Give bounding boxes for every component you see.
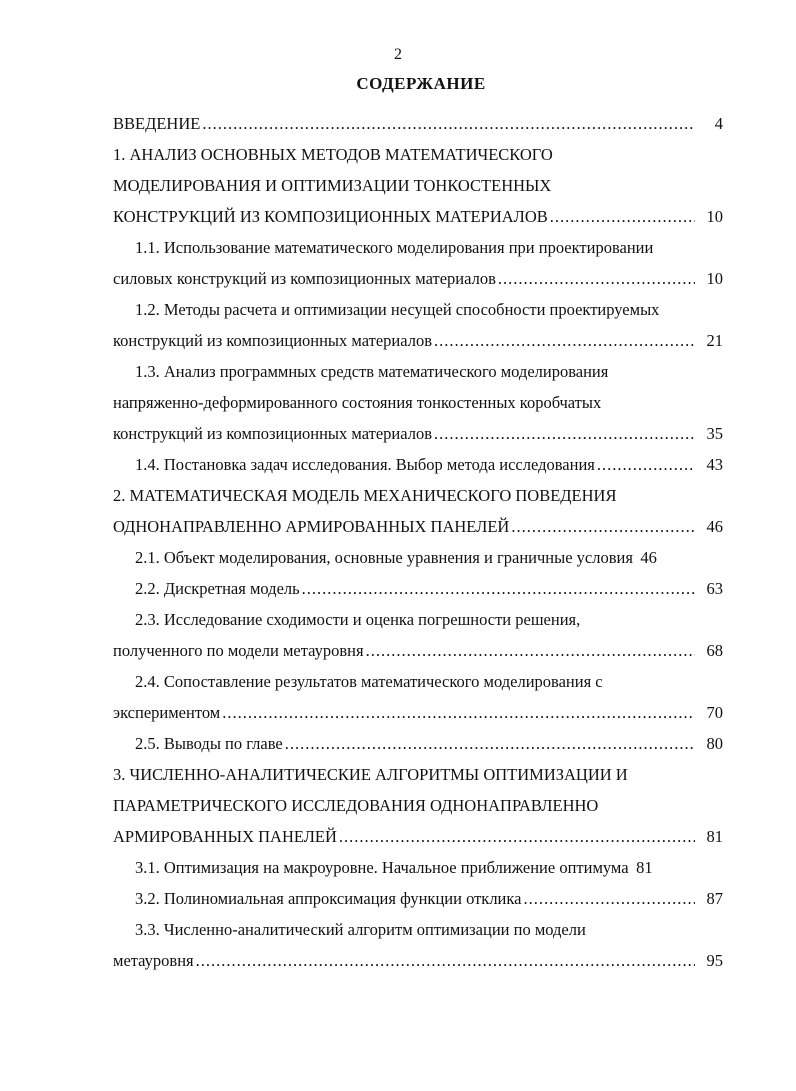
toc-line-2-5: [113, 728, 723, 759]
toc-text: 1.4. Постановка задач исследования. Выбор метода исследования: [135, 455, 595, 474]
toc-line-intro: [113, 108, 723, 139]
toc-leader: [523, 883, 695, 914]
toc-leader: [511, 511, 695, 542]
toc-line-2-4-b: [113, 697, 723, 728]
toc-line-ch2-b: [113, 511, 723, 542]
toc-line-1-3-c: [113, 418, 723, 449]
toc-text: экспериментом: [113, 703, 221, 722]
toc-line-1-3-a: 1.3. Анализ программных средств математического моделирования: [135, 362, 609, 381]
toc-text: конструкций из композиционных материалов: [113, 331, 432, 350]
toc-line-ch3-a: 3. ЧИСЛЕННО-АНАЛИТИЧЕСКИЕ АЛГОРИТМЫ ОПТИМИЗАЦИИ И: [113, 765, 628, 784]
toc-text: 3.1. Оптимизация на макроуровне. Начальное приближение оптимума: [135, 858, 629, 877]
toc-line-1-3-b: напряженно-деформированного состояния тонкостенных коробчатых: [113, 393, 602, 412]
toc-leader: [366, 635, 695, 666]
toc-line-ch3-c: [113, 821, 723, 852]
toc-leader: [434, 418, 695, 449]
toc-page: 4: [714, 114, 723, 133]
toc-line-ch1-c: [113, 201, 723, 232]
toc-page: 21: [706, 331, 723, 350]
toc-line-2-4-a: 2.4. Сопоставление результатов математического моделирования с: [135, 672, 603, 691]
toc-leader: [339, 821, 695, 852]
toc-text: ВВЕДЕНИЕ: [113, 114, 201, 133]
toc-leader: [550, 201, 695, 232]
toc-page: 43: [706, 455, 723, 474]
toc-text: 2.5. Выводы по главе: [135, 734, 283, 753]
toc-page: 46: [640, 548, 657, 567]
table-of-contents: [113, 108, 723, 976]
toc-text: конструкций из композиционных материалов: [113, 424, 432, 443]
toc-line-ch1-b: МОДЕЛИРОВАНИЯ И ОПТИМИЗАЦИИ ТОНКОСТЕННЫХ: [113, 176, 552, 195]
toc-text: метауровня: [113, 951, 194, 970]
toc-page: 35: [706, 424, 723, 443]
toc-line-2-3-a: 2.3. Исследование сходимости и оценка погрешности решения,: [135, 610, 581, 629]
toc-page: 63: [706, 579, 723, 598]
toc-line-1-1-b: [113, 263, 723, 294]
toc-line-ch2-a: 2. МАТЕМАТИЧЕСКАЯ МОДЕЛЬ МЕХАНИЧЕСКОГО ПОВЕДЕНИЯ: [113, 486, 617, 505]
toc-text: 2.1. Объект моделирования, основные уравнения и граничные условия: [135, 548, 633, 567]
toc-line-ch3-b: ПАРАМЕТРИЧЕСКОГО ИССЛЕДОВАНИЯ ОДНОНАПРАВЛЕННО: [113, 796, 599, 815]
toc-page: 87: [706, 889, 723, 908]
toc-line-1-2-a: 1.2. Методы расчета и оптимизации несущей способности проектируемых: [135, 300, 660, 319]
toc-line-3-3-a: 3.3. Численно-аналитический алгоритм оптимизации по модели: [135, 920, 586, 939]
toc-text: 3.2. Полиномиальная аппроксимация функции отклика: [135, 889, 522, 908]
toc-leader: [597, 449, 695, 480]
toc-page: 10: [706, 269, 723, 288]
toc-text: силовых конструкций из композиционных материалов: [113, 269, 496, 288]
toc-page: 81: [706, 827, 723, 846]
toc-text: КОНСТРУКЦИЙ ИЗ КОМПОЗИЦИОННЫХ МАТЕРИАЛОВ: [113, 207, 548, 226]
toc-leader: [302, 573, 695, 604]
toc-leader: [285, 728, 695, 759]
toc-page: 95: [706, 951, 723, 970]
toc-line-3-2: [113, 883, 723, 914]
toc-line-3-3-b: [113, 945, 723, 976]
toc-line-3-1: [113, 852, 723, 883]
toc-title: СОДЕРЖАНИЕ: [356, 74, 486, 93]
toc-line-1-2-b: [113, 325, 723, 356]
toc-text: 2.2. Дискретная модель: [135, 579, 300, 598]
toc-leader: [202, 108, 695, 139]
toc-leader: [434, 325, 695, 356]
toc-leader: [222, 697, 695, 728]
toc-line-1-1-a: 1.1. Использование математического моделирования при проектировании: [135, 238, 654, 257]
toc-leader: [196, 945, 695, 976]
toc-line-2-3-b: [113, 635, 723, 666]
toc-page: 80: [706, 734, 723, 753]
toc-page: 70: [706, 703, 723, 722]
toc-text: полученного по модели метауровня: [113, 641, 364, 660]
toc-leader: [498, 263, 695, 294]
toc-line-ch1-a: 1. АНАЛИЗ ОСНОВНЫХ МЕТОДОВ МАТЕМАТИЧЕСКОГО: [113, 145, 553, 164]
page-number: 2: [394, 46, 402, 63]
toc-line-1-4: [113, 449, 723, 480]
toc-page: 68: [706, 641, 723, 660]
toc-line-2-1: [113, 542, 723, 573]
toc-page: 10: [706, 207, 723, 226]
toc-line-2-2: [113, 573, 723, 604]
toc-text: АРМИРОВАННЫХ ПАНЕЛЕЙ: [113, 827, 337, 846]
toc-page: 81: [636, 858, 653, 877]
toc-page: 46: [706, 517, 723, 536]
toc-text: ОДНОНАПРАВЛЕННО АРМИРОВАННЫХ ПАНЕЛЕЙ: [113, 517, 510, 536]
